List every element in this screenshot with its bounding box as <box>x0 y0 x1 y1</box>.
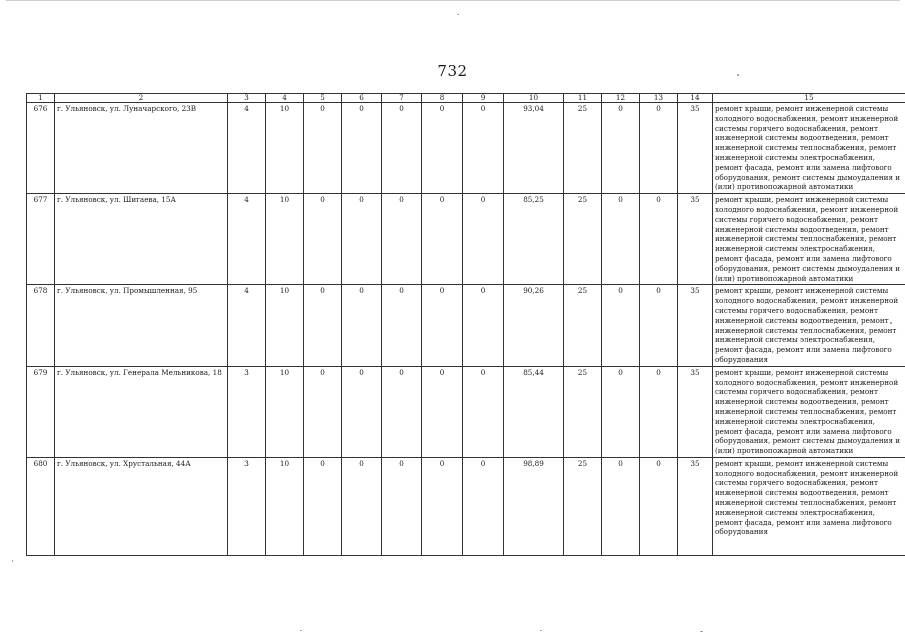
works-cell: ремонт крыши, ремонт инженерной системы холодного водоснабжения, ремонт инженерной системы горячего водоснабжения, ремонт инженерной системы водоотведения, ремонт инженерной системы теплоснабжения, ремонт инженерной системы электроснабжения, ремонт фасада, ремонт или замена лифтового оборудования, ремонт системы дымоудаления и (или) противопожарной автоматики <box>713 366 905 457</box>
value-cell: 0 <box>304 103 342 194</box>
value-cell: 35 <box>678 366 713 457</box>
scan-speck <box>12 560 13 562</box>
value-cell: 25 <box>564 366 602 457</box>
value-cell: 35 <box>678 103 713 194</box>
value-cell: 4 <box>228 103 266 194</box>
value-cell: 0 <box>602 194 640 285</box>
scan-speck <box>700 631 703 632</box>
value-cell: 0 <box>382 366 422 457</box>
value-cell: 35 <box>678 285 713 366</box>
value-cell: 0 <box>463 366 504 457</box>
works-cell: ремонт крыши, ремонт инженерной системы холодного водоснабжения, ремонт инженерной системы горячего водоснабжения, ремонт инженерной системы водоотведения, ремонт инженерной системы теплоснабжения, ремонт инженерной системы электроснабжения, ремонт фасада, ремонт или замена лифтового оборудования, ремонт системы дымоудаления и (или) противопожарной автоматики <box>713 194 905 285</box>
column-header: 9 <box>463 94 504 103</box>
row-number: 676 <box>27 103 55 194</box>
column-header: 8 <box>422 94 463 103</box>
value-cell: 0 <box>342 366 382 457</box>
row-number: 679 <box>27 366 55 457</box>
works-cell: ремонт крыши, ремонт инженерной системы холодного водоснабжения, ремонт инженерной системы горячего водоснабжения, ремонт инженерной системы водоотведения, ремонт инженерной системы теплоснабжения, ремонт инженерной системы электроснабжения, ремонт фасада, ремонт или замена лифтового оборудования <box>713 457 905 555</box>
value-cell: 0 <box>422 103 463 194</box>
scan-speck <box>540 630 542 631</box>
works-cell: ремонт крыши, ремонт инженерной системы холодного водоснабжения, ремонт инженерной системы горячего водоснабжения, ремонт инженерной системы водоотведения, ремонт инженерной системы теплоснабжения, ремонт инженерной системы электроснабжения, ремонт фасада, ремонт или замена лифтового оборудования <box>713 285 905 366</box>
address-cell: г. Ульяновск, ул. Промышленная, 95 <box>55 285 228 366</box>
page-number: 732 <box>437 62 468 80</box>
value-cell: 90,26 <box>504 285 564 366</box>
value-cell: 0 <box>304 194 342 285</box>
value-cell: 93,04 <box>504 103 564 194</box>
scan-edge <box>6 0 900 9</box>
row-number: 677 <box>27 194 55 285</box>
value-cell: 3 <box>228 457 266 555</box>
column-header: 13 <box>640 94 678 103</box>
column-header: 11 <box>564 94 602 103</box>
column-header: 15 <box>713 94 905 103</box>
value-cell: 10 <box>266 285 304 366</box>
value-cell: 0 <box>602 103 640 194</box>
value-cell: 0 <box>463 194 504 285</box>
value-cell: 0 <box>382 194 422 285</box>
column-header: 10 <box>504 94 564 103</box>
works-cell: ремонт крыши, ремонт инженерной системы холодного водоснабжения, ремонт инженерной системы горячего водоснабжения, ремонт инженерной системы водоотведения, ремонт инженерной системы теплоснабжения, ремонт инженерной системы электроснабжения, ремонт фасада, ремонт или замена лифтового оборудования, ремонт системы дымоудаления и (или) противопожарной автоматики <box>713 103 905 194</box>
value-cell: 0 <box>422 457 463 555</box>
value-cell: 35 <box>678 457 713 555</box>
scan-speck <box>300 630 302 631</box>
value-cell: 0 <box>382 457 422 555</box>
value-cell: 0 <box>463 103 504 194</box>
column-header: 14 <box>678 94 713 103</box>
column-header: 12 <box>602 94 640 103</box>
table-row <box>27 457 905 555</box>
value-cell: 0 <box>342 194 382 285</box>
register-table <box>26 93 905 556</box>
value-cell: 0 <box>640 194 678 285</box>
value-cell: 4 <box>228 194 266 285</box>
scan-speck <box>457 14 459 15</box>
value-cell: 35 <box>678 194 713 285</box>
value-cell: 0 <box>602 366 640 457</box>
address-cell: г. Ульяновск, ул. Луначарского, 23В <box>55 103 228 194</box>
value-cell: 0 <box>382 285 422 366</box>
column-header: 5 <box>304 94 342 103</box>
value-cell: 0 <box>342 103 382 194</box>
value-cell: 10 <box>266 366 304 457</box>
table-row <box>27 366 905 457</box>
value-cell: 98,89 <box>504 457 564 555</box>
value-cell: 85,25 <box>504 194 564 285</box>
value-cell: 10 <box>266 194 304 285</box>
value-cell: 25 <box>564 285 602 366</box>
value-cell: 85,44 <box>504 366 564 457</box>
table-row <box>27 194 905 285</box>
value-cell: 0 <box>304 285 342 366</box>
value-cell: 0 <box>422 194 463 285</box>
column-number-row <box>27 94 905 103</box>
value-cell: 0 <box>342 457 382 555</box>
value-cell: 0 <box>602 457 640 555</box>
column-header: 2 <box>55 94 228 103</box>
value-cell: 0 <box>382 103 422 194</box>
value-cell: 25 <box>564 194 602 285</box>
scan-speck <box>737 74 739 76</box>
value-cell: 0 <box>422 366 463 457</box>
value-cell: 10 <box>266 103 304 194</box>
row-number: 678 <box>27 285 55 366</box>
column-header: 1 <box>27 94 55 103</box>
scan-speck <box>890 322 892 324</box>
value-cell: 0 <box>463 285 504 366</box>
value-cell: 0 <box>304 457 342 555</box>
value-cell: 0 <box>304 366 342 457</box>
address-cell: г. Ульяновск, ул. Генерала Мельникова, 18 <box>55 366 228 457</box>
table-row <box>27 103 905 194</box>
value-cell: 4 <box>228 285 266 366</box>
value-cell: 0 <box>640 285 678 366</box>
address-cell: г. Ульяновск, ул. Шигаева, 15А <box>55 194 228 285</box>
column-header: 7 <box>382 94 422 103</box>
value-cell: 10 <box>266 457 304 555</box>
value-cell: 0 <box>640 457 678 555</box>
value-cell: 0 <box>640 103 678 194</box>
table-row <box>27 285 905 366</box>
row-number: 680 <box>27 457 55 555</box>
value-cell: 0 <box>640 366 678 457</box>
value-cell: 0 <box>602 285 640 366</box>
value-cell: 0 <box>463 457 504 555</box>
value-cell: 3 <box>228 366 266 457</box>
value-cell: 25 <box>564 103 602 194</box>
column-header: 6 <box>342 94 382 103</box>
value-cell: 0 <box>342 285 382 366</box>
value-cell: 0 <box>422 285 463 366</box>
value-cell: 25 <box>564 457 602 555</box>
column-header: 4 <box>266 94 304 103</box>
address-cell: г. Ульяновск, ул. Хрустальная, 44А <box>55 457 228 555</box>
column-header: 3 <box>228 94 266 103</box>
